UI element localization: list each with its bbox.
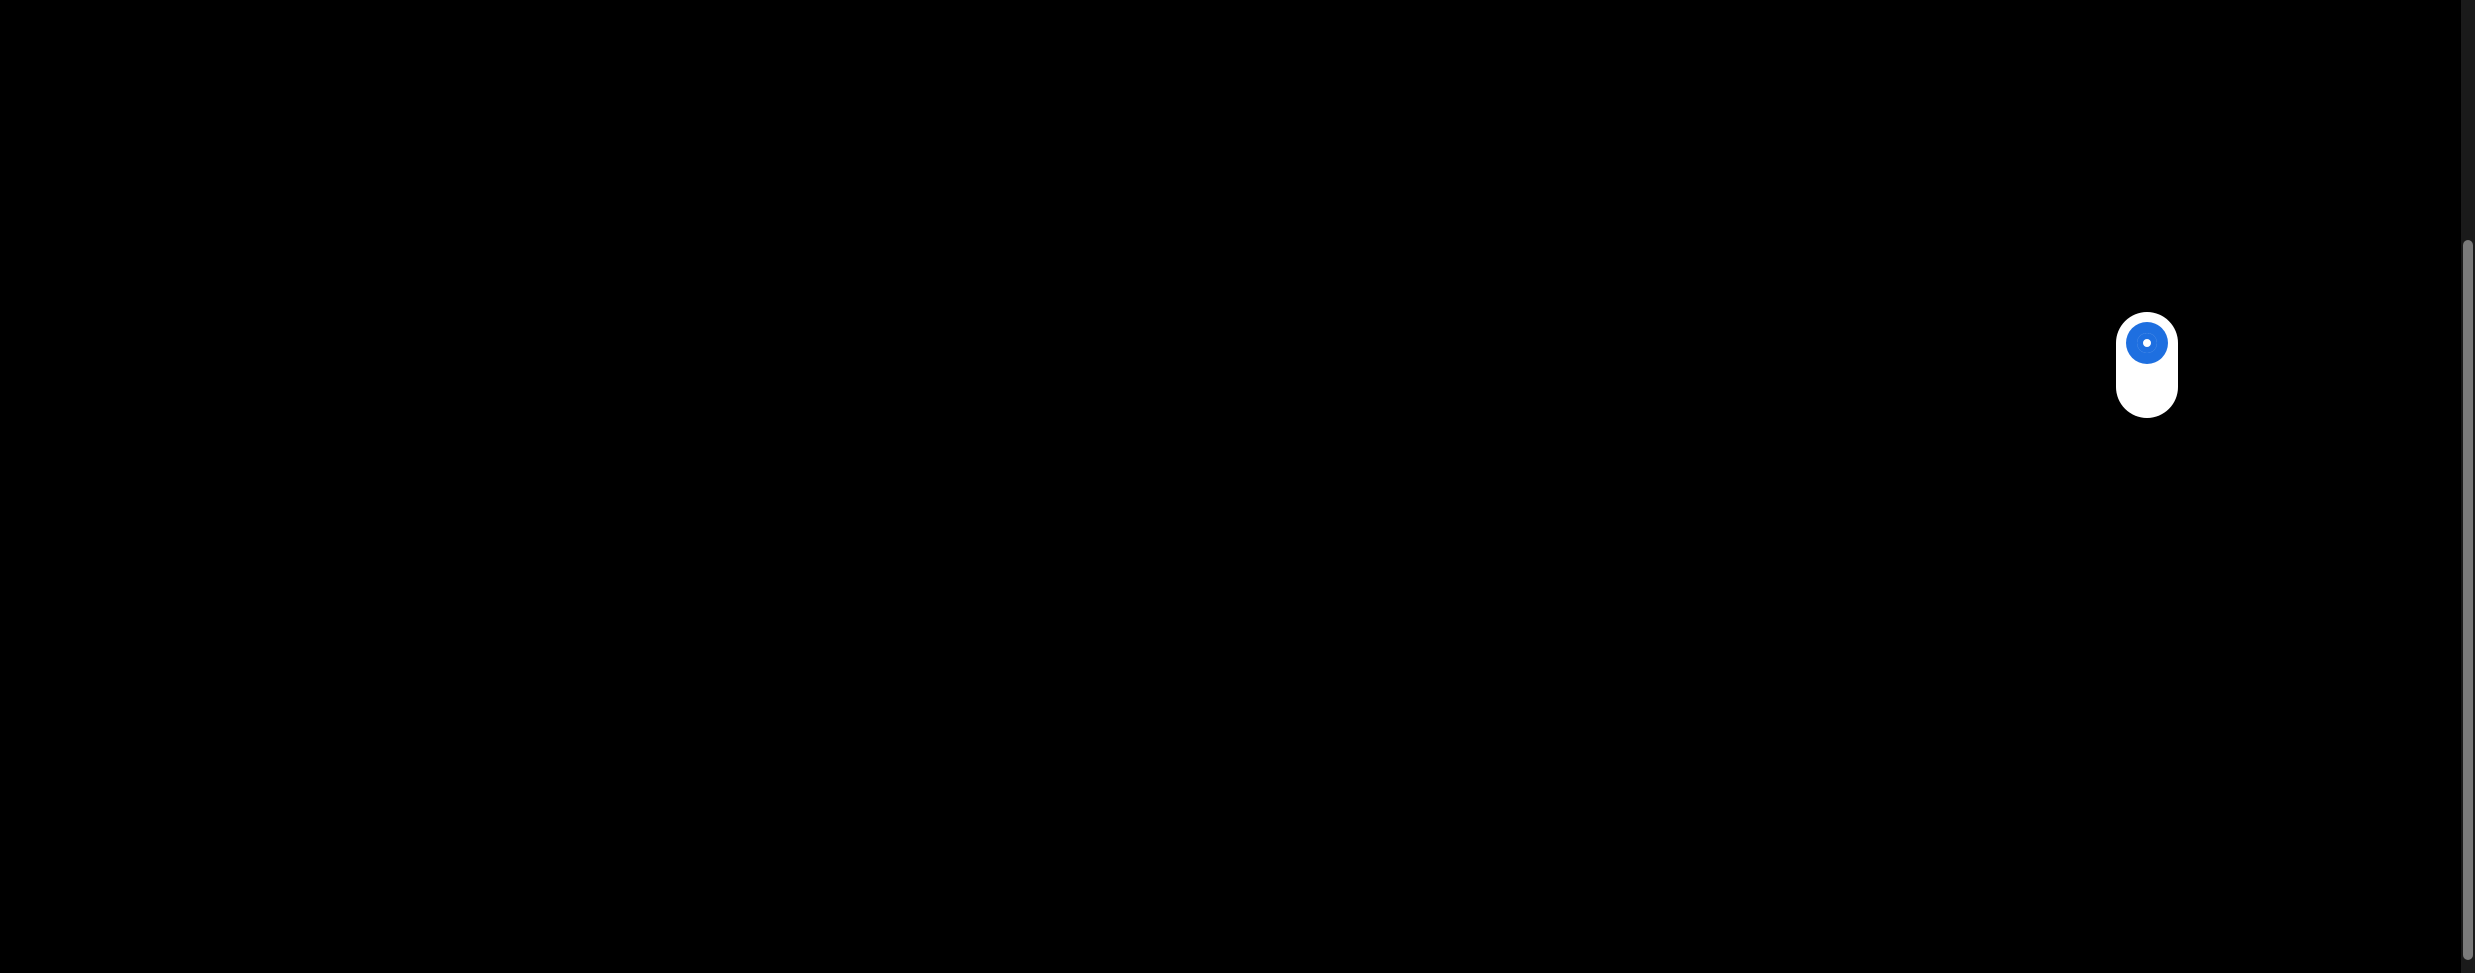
floating-remote-widget[interactable] xyxy=(2116,312,2178,418)
scrollbar-thumb[interactable] xyxy=(2463,240,2473,960)
vertical-scrollbar[interactable] xyxy=(2461,0,2475,973)
remote-desktop-logo-icon[interactable] xyxy=(2126,322,2168,364)
